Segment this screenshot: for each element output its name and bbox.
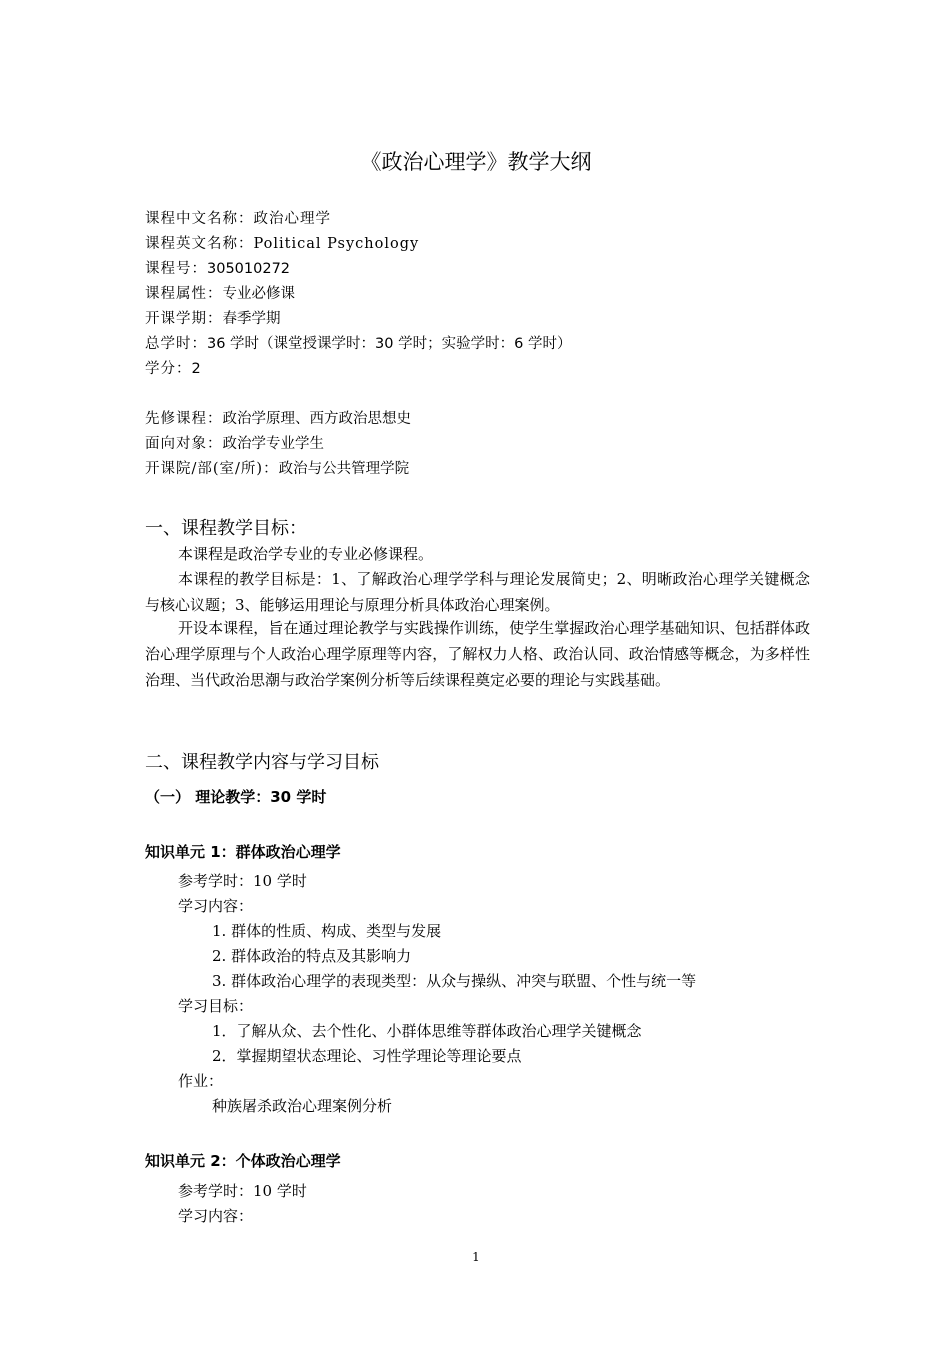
field-label: 课程属性： [145, 286, 223, 302]
subsection-title: （一） 理论教学：30 学时 [145, 788, 327, 806]
unit-hours: 参考学时：10 学时 [178, 1182, 307, 1200]
section-heading: 二、课程教学内容与学习目标 [145, 752, 379, 773]
course-hours-row [145, 332, 571, 355]
goal-label: 学习目标： [178, 997, 254, 1015]
field-label: 先修课程： [145, 411, 223, 427]
homework-label: 作业： [178, 1072, 224, 1090]
course-en-name: Political Psychology [253, 236, 420, 252]
department: 政治与公共管理学院 [278, 461, 410, 477]
field-label: 课程中文名称： [145, 211, 254, 227]
unit-heading [145, 841, 341, 863]
course-cn-name: 政治心理学 [253, 211, 331, 227]
unit-hours: 参考学时：10 学时 [178, 872, 307, 890]
list-item: 1. 群体的性质、构成、类型与发展 [212, 922, 442, 940]
document-title: 《政治心理学》教学大纲 [360, 150, 592, 174]
content-label: 学习内容： [178, 1207, 254, 1225]
field-label: 开课院/部(室/所)： [145, 461, 279, 477]
unit-title: 知识单元 2：个体政治心理学 [145, 1152, 341, 1170]
paragraph: 本课程的教学目标是：1、了解政治心理学学科与理论发展简史；2、明晰政治心理学关键概念与核心议题；3、能够运用理论与原理分析具体政治心理案例。 [145, 570, 810, 614]
course-cn-name-row [145, 207, 331, 230]
field-label: 课程英文名称： [145, 236, 254, 252]
list-item: 2．掌握期望状态理论、习性学理论等理论要点 [212, 1047, 522, 1065]
list-item: 1．了解从众、去个性化、小群体思维等群体政治心理学关键概念 [212, 1022, 642, 1040]
unit-heading [145, 1150, 341, 1172]
course-credit: 2 [191, 361, 201, 377]
section-heading: 一、课程教学目标： [145, 518, 307, 539]
page-number: 1 [472, 1250, 480, 1264]
field-label: 总学时： [145, 336, 207, 352]
course-term-row [145, 307, 281, 330]
homework-text: 种族屠杀政治心理案例分析 [212, 1097, 393, 1115]
course-en-name-row [145, 232, 419, 255]
unit-title: 知识单元 1：群体政治心理学 [145, 843, 341, 861]
field-label: 学分： [145, 361, 192, 377]
course-code: 305010272 [207, 261, 291, 277]
field-label: 课程号： [145, 261, 207, 277]
content-label: 学习内容： [178, 897, 254, 915]
course-credit-row [145, 357, 201, 380]
field-label: 面向对象： [145, 436, 223, 452]
audience-row [145, 432, 324, 455]
paragraph: 本课程是政治学专业的专业必修课程。 [178, 545, 434, 563]
field-label: 开课学期： [145, 311, 223, 327]
course-code-row [145, 257, 290, 280]
prereq-row [145, 407, 411, 430]
prerequisites: 政治学原理、西方政治思想史 [222, 411, 411, 427]
list-item: 2. 群体政治的特点及其影响力 [212, 947, 412, 965]
department-row [145, 457, 409, 480]
list-item: 3. 群体政治心理学的表现类型：从众与操纵、冲突与联盟、个性与统一等 [212, 972, 697, 990]
audience: 政治学专业学生 [222, 436, 324, 452]
course-attr-row [145, 282, 295, 305]
paragraph: 开设本课程，旨在通过理论教学与实践操作训练，使学生掌握政治心理学基础知识、包括群体政治心理学原理与个人政治心理学原理等内容，了解权力人格、政治认同、政治情感等概念，为多样性治理、当代政治思潮与政治学案例分析等后续课程奠定必要的理论与实践基础。 [145, 619, 810, 689]
subsection-heading [145, 786, 326, 808]
course-hours: 36 学时（课堂授课学时：30 学时；实验学时：6 学时） [207, 336, 572, 352]
course-attr: 专业必修课 [222, 286, 295, 302]
course-term: 春季学期 [222, 311, 281, 327]
